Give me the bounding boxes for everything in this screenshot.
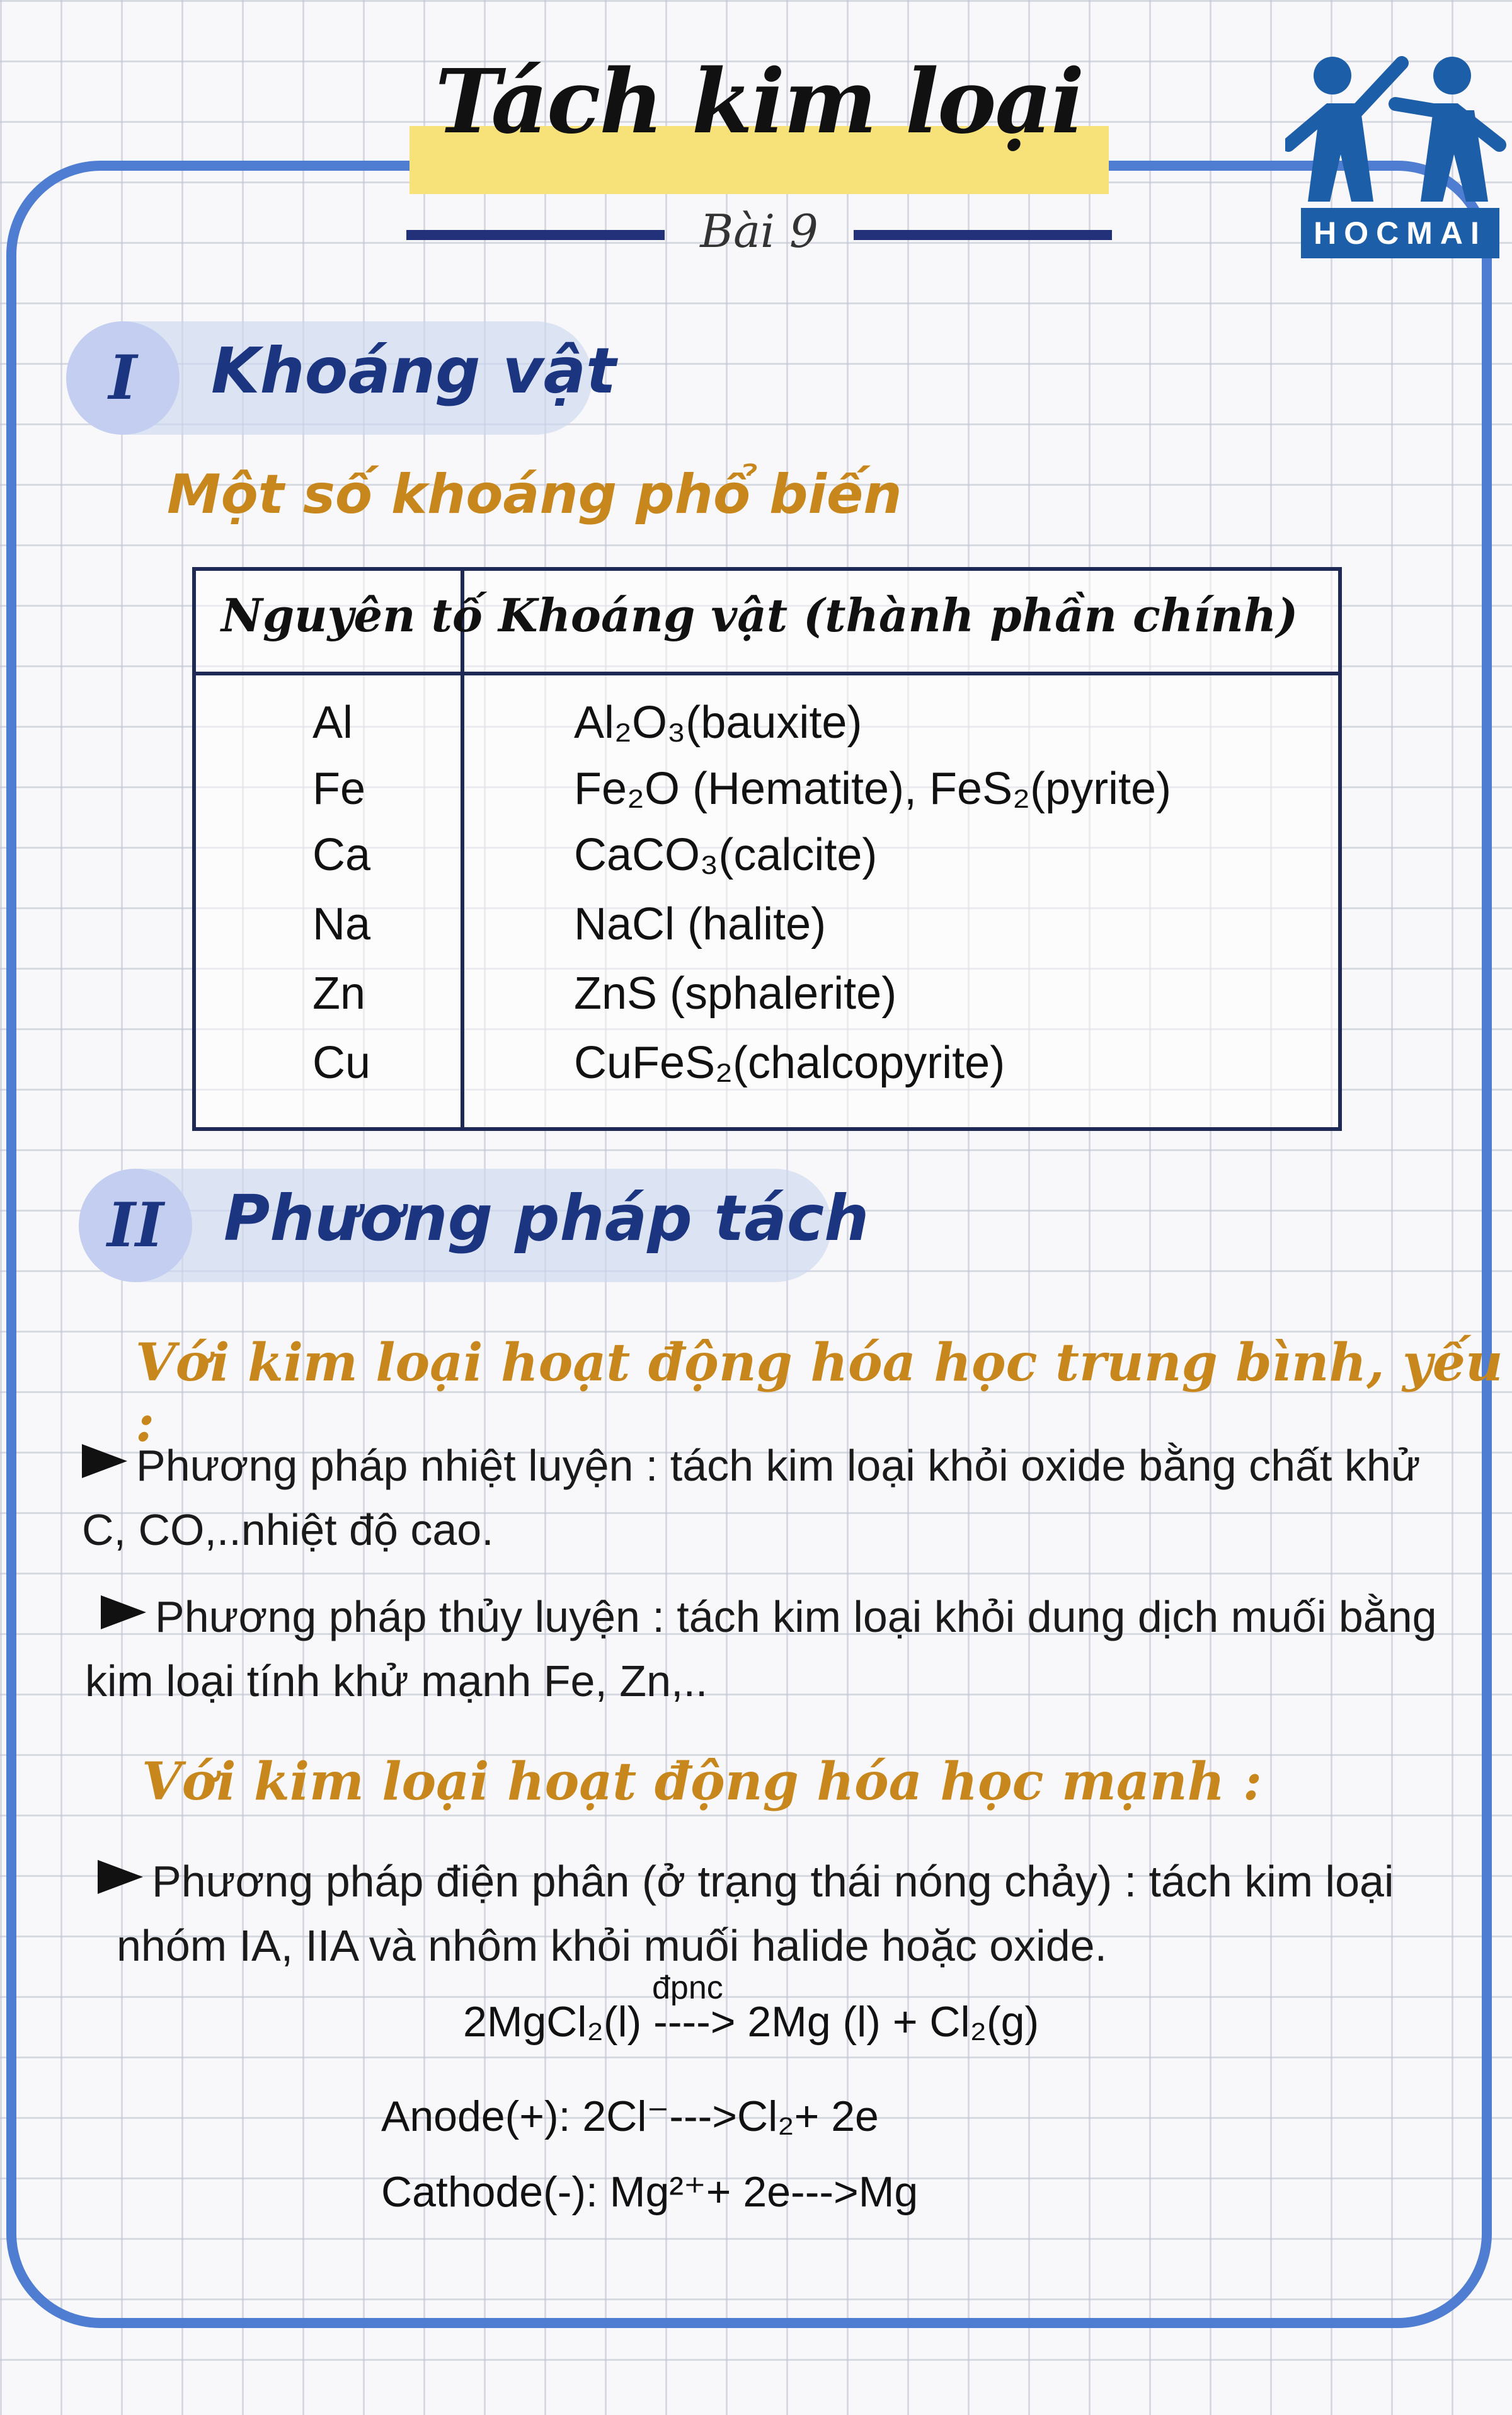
electrolysis-equation: 2MgCl₂(l) ----> 2Mg (l) + Cl₂(g) bbox=[463, 1998, 1040, 2046]
anode-reaction: Anode(+): 2Cl⁻--->Cl₂+ 2e bbox=[381, 2092, 879, 2140]
method-3-line-2: nhóm IA, IIA và nhôm khỏi muối halide hoặc oxide. bbox=[117, 1921, 1108, 1970]
lesson-divider-right bbox=[854, 230, 1112, 240]
table-cell-mineral: Fe₂O (Hematite), FeS₂(pyrite) bbox=[574, 764, 1172, 814]
table-cell-element: Zn bbox=[312, 968, 366, 1019]
method-1-line-1: Phương pháp nhiệt luyện : tách kim loại khỏi oxide bằng chất khử bbox=[82, 1433, 1436, 1498]
table-cell-element: Al bbox=[312, 697, 353, 748]
method-3-line-1: Phương pháp điện phân (ở trạng thái nóng chảy) : tách kim loại bbox=[98, 1849, 1452, 1913]
arrow-bullet-icon bbox=[101, 1595, 146, 1629]
method-hydrometallurgy bbox=[85, 1585, 1440, 1713]
weak-metals-subheading: Với kim loại hoạt động hóa học trung bình, yếu : bbox=[135, 1333, 1503, 1454]
hocmai-logo bbox=[1285, 50, 1512, 258]
logo-wordmark: HOCMAI bbox=[1301, 208, 1499, 258]
lesson-divider-left bbox=[406, 230, 665, 240]
method-1-line-2: C, CO,..nhiệt độ cao. bbox=[82, 1505, 494, 1554]
cathode-reaction: Cathode(-): Mg²⁺+ 2e--->Mg bbox=[381, 2168, 919, 2216]
minerals-subheading: Một số khoáng phổ biến bbox=[167, 463, 902, 526]
arrow-bullet-icon bbox=[98, 1860, 143, 1894]
table-cell-mineral: CuFeS₂(chalcopyrite) bbox=[574, 1038, 1005, 1088]
section-1-title: Khoáng vật bbox=[211, 334, 616, 408]
table-cell-element: Na bbox=[312, 899, 371, 949]
logo-figures-icon bbox=[1285, 50, 1512, 202]
table-cell-mineral: CaCO₃(calcite) bbox=[574, 830, 878, 880]
method-pyrometallurgy bbox=[82, 1433, 1436, 1562]
section-2-number: II bbox=[79, 1169, 192, 1282]
table-column-divider bbox=[461, 571, 464, 1127]
section-1-number: I bbox=[66, 321, 180, 435]
table-cell-mineral: ZnS (sphalerite) bbox=[574, 968, 897, 1019]
table-cell-element: Cu bbox=[312, 1038, 371, 1088]
method-2-line-2: kim loại tính khử mạnh Fe, Zn,.. bbox=[85, 1656, 708, 1706]
equation-condition: đpnc bbox=[652, 1970, 723, 2006]
table-header-element: Nguyên tố bbox=[221, 588, 483, 642]
table-cell-element: Fe bbox=[312, 764, 366, 814]
table-cell-mineral: Al₂O₃(bauxite) bbox=[574, 697, 862, 748]
lesson-row bbox=[406, 205, 1112, 261]
arrow-bullet-icon bbox=[82, 1444, 127, 1478]
table-header-divider bbox=[196, 672, 1338, 675]
minerals-table bbox=[192, 567, 1342, 1131]
page-title: Tách kim loại bbox=[435, 50, 1084, 154]
strong-metals-subheading: Với kim loại hoạt động hóa học mạnh : bbox=[142, 1752, 1263, 1812]
table-cell-mineral: NaCl (halite) bbox=[574, 899, 827, 949]
method-electrolysis bbox=[98, 1849, 1452, 1978]
method-2-line-1: Phương pháp thủy luyện : tách kim loại khỏi dung dịch muối bằng bbox=[85, 1585, 1440, 1649]
table-cell-element: Ca bbox=[312, 830, 371, 880]
table-header-mineral: Khoáng vật (thành phần chính) bbox=[498, 588, 1298, 642]
section-2-title: Phương pháp tách bbox=[224, 1181, 869, 1255]
lesson-label: Bài 9 bbox=[700, 205, 818, 258]
